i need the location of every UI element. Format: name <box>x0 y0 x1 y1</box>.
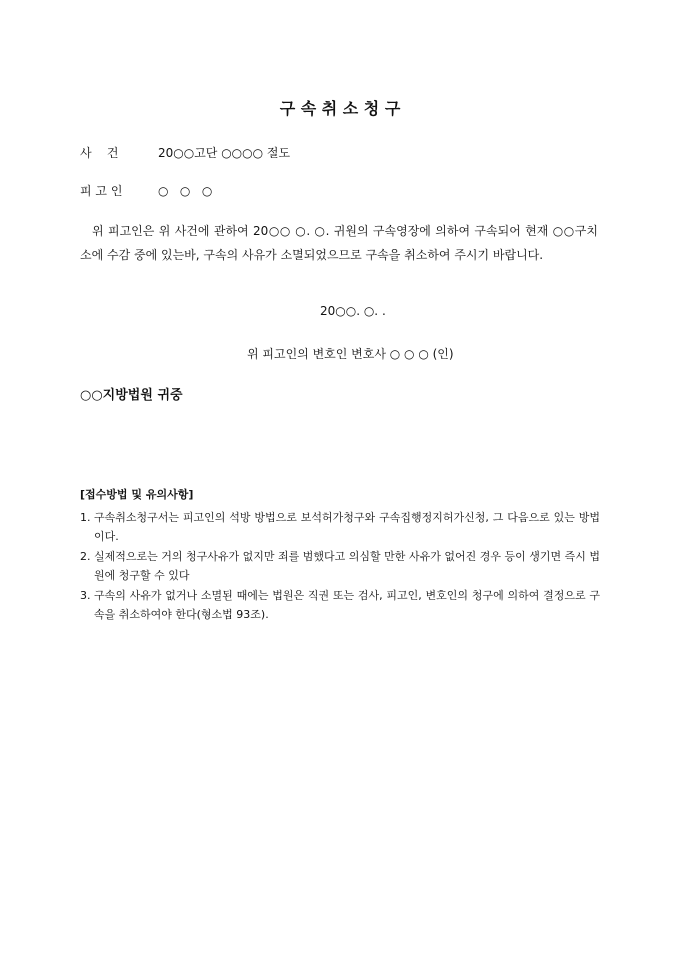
case-row <box>80 144 290 161</box>
list-item <box>80 508 600 546</box>
request-body: 위 피고인은 위 사건에 관하여 20○○ ○. ○. 귀원의 구속영장에 의하여 구속되어 현재 ○○구치소에 수감 중에 있는바, 구속의 사유가 소멸되었으므로 구속을 취소하여 주시기 바랍니다. <box>80 224 598 262</box>
notes-heading: [접수방법 및 유의사항] <box>80 488 194 501</box>
list-item-number: 3. <box>80 589 91 602</box>
court-addressee: ○○지방법원 귀중 <box>80 388 183 403</box>
notes-list <box>80 508 600 624</box>
case-label: 사 건 <box>80 146 119 160</box>
document-title: 구 속 취 소 청 구 <box>279 99 401 118</box>
list-item <box>80 547 600 585</box>
defendant-label: 피 고 인 <box>80 184 123 198</box>
list-item-text: 실제적으로는 거의 청구사유가 없지만 죄를 범했다고 의심할 만한 사유가 없어진 경우 등이 생기면 즉시 법원에 청구할 수 있다 <box>94 550 600 582</box>
defendant-name: ○ ○ ○ <box>158 184 213 198</box>
defendant-row <box>80 182 212 199</box>
list-item-text: 구속취소청구서는 피고인의 석방 방법으로 보석허가청구와 구속집행정지허가신청, 그 다음으로 있는 방법이다. <box>94 511 600 543</box>
case-value: 20○○고단 ○○○○ 절도 <box>158 146 291 160</box>
signer-line: 위 피고인의 변호인 변호사 ○ ○ ○ (인) <box>247 347 454 361</box>
notes-section <box>80 486 600 625</box>
list-item <box>80 586 600 624</box>
list-item-number: 2. <box>80 550 91 563</box>
document-date: 20○○. ○. . <box>320 304 386 318</box>
list-item-number: 1. <box>80 511 91 524</box>
list-item-text: 구속의 사유가 없거나 소멸된 때에는 법원은 직권 또는 검사, 피고인, 변호인의 청구에 의하여 결정으로 구속을 취소하여야 한다(형소법 93조). <box>94 589 600 621</box>
